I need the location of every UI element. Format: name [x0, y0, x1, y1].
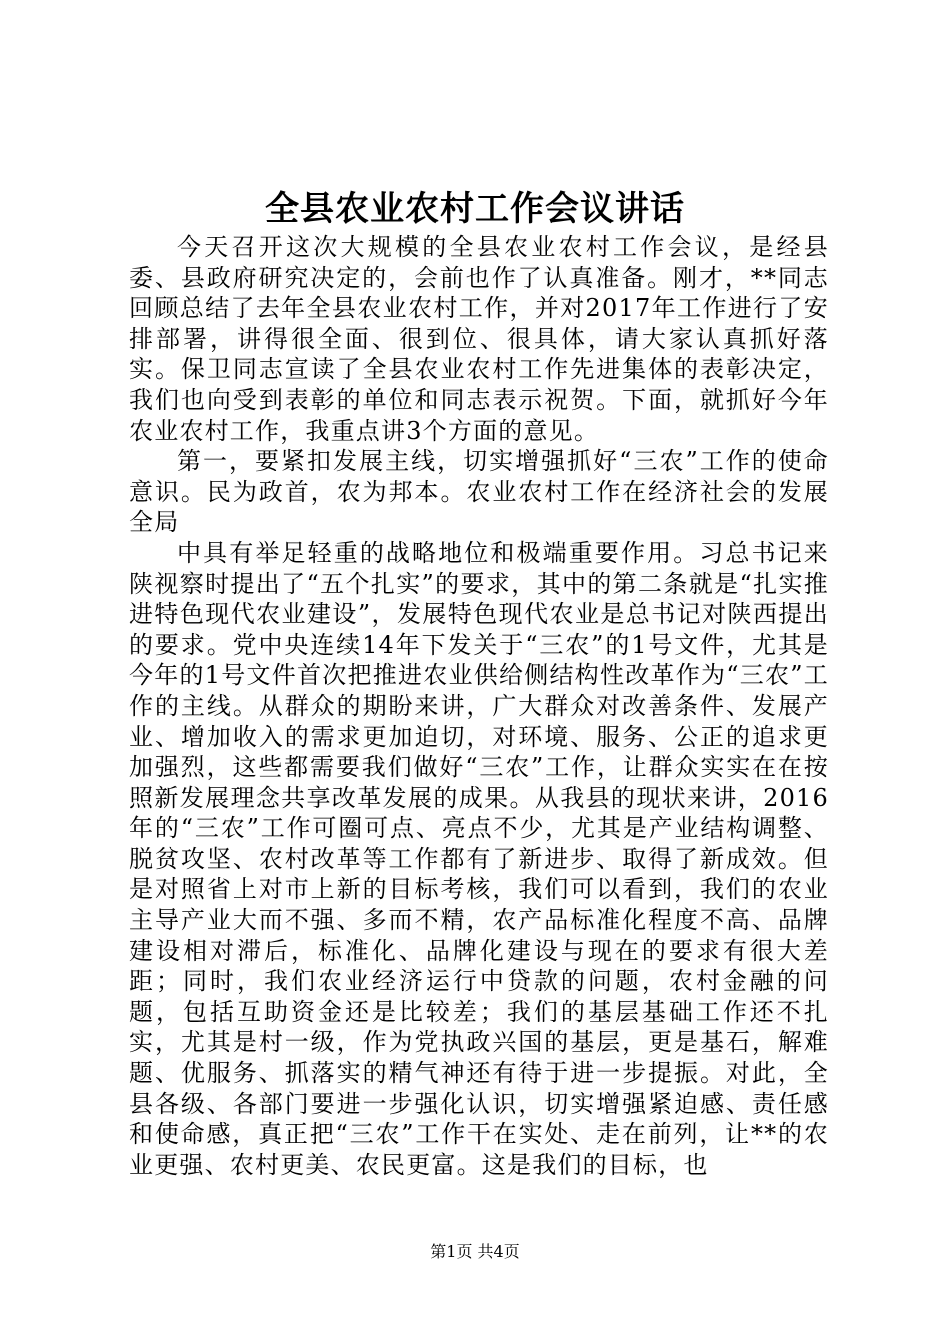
document-body — [129, 232, 829, 1180]
document-title: 全县农业农村工作会议讲话 — [265, 189, 685, 229]
page-number-footer: 第1页 共4页 — [430, 1242, 520, 1261]
paragraph-point-one-continued: 中具有举足轻重的战略地位和极端重要作用。习总书记来陕视察时提出了“五个扎实”的要求，其中的第二条就是“扎实推进特色现代农业建设”，发展特色现代农业是总书记对陕西提出的要求。党中央连续14年下发关于“三农”的1号文件，尤其是今年的1号文件首次把推进农业供给侧结构性改革作为“三农”工作的主线。从群众的期盼来讲，广大群众对改善条件、发展产业、增加收入的需求更加迫切，对环境、服务、公正的追求更加强烈，这些都需要我们做好“三农”工作，让群众实实在在按照新发展理念共享改革发展的成果。从我县的现状来讲，2016年的“三农”工作可圈可点、亮点不少，尤其是产业结构调整、脱贫攻坚、农村改革等工作都有了新进步、取得了新成效。但是对照省上对市上新的目标考核，我们可以看到，我们的农业主导产业大而不强、多而不精，农产品标准化程度不高、品牌建设相对滞后，标准化、品牌化建设与现在的要求有很大差距；同时，我们农业经济运行中贷款的问题，农村金融的问题，包括互助资金还是比较差；我们的基层基础工作还不扎实，尤其是村一级，作为党执政兴国的基层，更是基石，解难题、优服务、抓落实的精气神还有待于进一步提振。对此，全县各级、各部门要进一步强化认识，切实增强紧迫感、责任感和使命感，真正把“三农”工作干在实处、走在前列，让**的农业更强、农村更美、农民更富。这是我们的目标，也 — [129, 538, 829, 1179]
paragraph-point-one: 第一，要紧扣发展主线，切实增强抓好“三农”工作的使命意识。民为政首，农为邦本。农业农村工作在经济社会的发展全局 — [129, 447, 829, 537]
paragraph-intro: 今天召开这次大规模的全县农业农村工作会议，是经县委、县政府研究决定的，会前也作了认真准备。刚才，**同志回顾总结了去年全县农业农村工作，并对2017年工作进行了安排部署，讲得很全面、很到位、很具体，请大家认真抓好落实。保卫同志宣读了全县农业农村工作先进集体的表彰决定，我们也向受到表彰的单位和同志表示祝贺。下面，就抓好今年农业农村工作，我重点讲3个方面的意见。 — [129, 233, 829, 445]
